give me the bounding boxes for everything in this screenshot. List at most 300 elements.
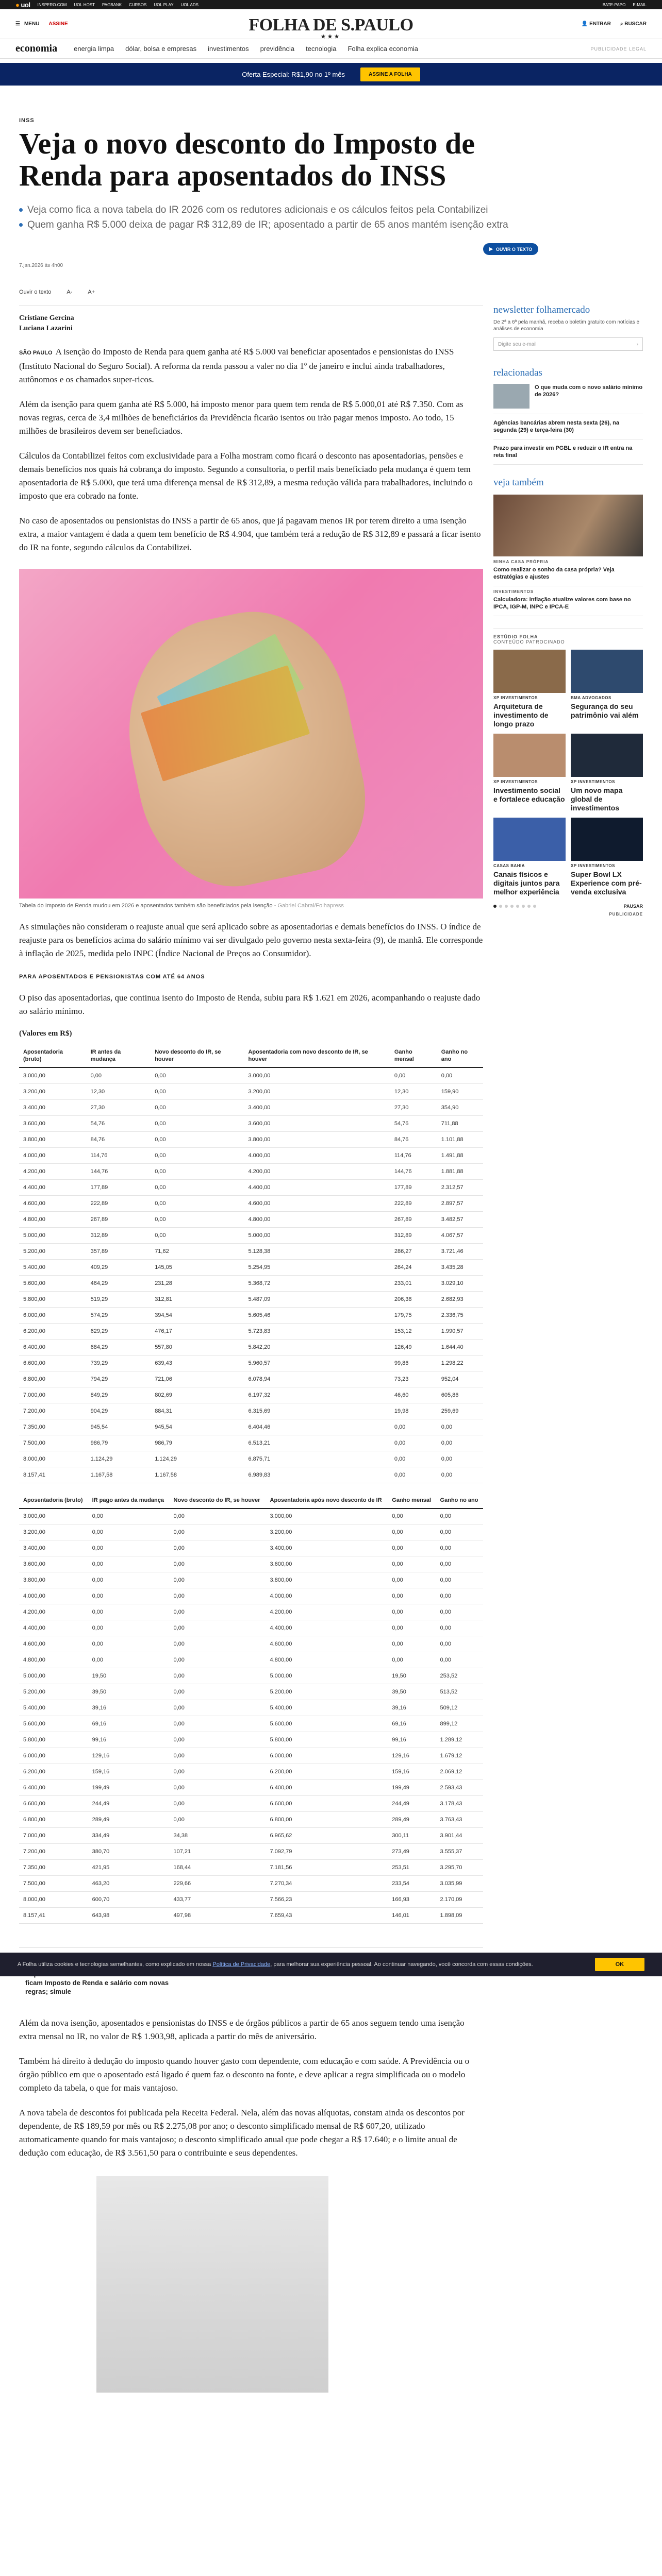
table-cell: 3.482,57 <box>437 1211 483 1227</box>
table-cell: 99,16 <box>88 1732 170 1748</box>
table-cell: 253,52 <box>436 1668 483 1684</box>
masthead-text: FOLHA DE S.PAULO <box>249 15 413 35</box>
table-cell: 5.400,00 <box>266 1700 388 1716</box>
font-decrease-button[interactable]: A- <box>67 289 73 295</box>
card-headline: Um novo mapa global de investimentos <box>571 786 623 812</box>
table-row <box>19 1524 483 1540</box>
ir-table-under-64 <box>19 1045 483 1483</box>
masthead-logo[interactable] <box>0 15 662 40</box>
uol-link[interactable]: UOL ADS <box>180 2 198 7</box>
pause-button[interactable]: PAUSAR <box>623 904 643 909</box>
table-row <box>19 1211 483 1227</box>
table-cell: 8.157,41 <box>19 1908 88 1924</box>
table-cell: 5.600,00 <box>19 1716 88 1732</box>
cookie-banner <box>0 1953 662 1976</box>
card-image <box>571 650 643 693</box>
table-cell: 643,98 <box>88 1908 170 1924</box>
table-cell: 1.881,88 <box>437 1163 483 1179</box>
table-cell: 114,76 <box>87 1147 151 1163</box>
subscribe-link[interactable]: ASSINE <box>48 21 68 27</box>
table-cell: 199,49 <box>388 1780 436 1796</box>
sponsored-card[interactable] <box>493 818 566 896</box>
uol-link[interactable]: INSPERO.COM <box>37 2 67 7</box>
article-kicker[interactable]: INSS <box>19 117 35 124</box>
table-cell: 3.721,46 <box>437 1243 483 1259</box>
table-cell: 0,00 <box>388 1652 436 1668</box>
sponsored-grid <box>493 650 643 896</box>
table-cell: 4.200,00 <box>266 1604 388 1620</box>
table-row <box>19 1572 483 1588</box>
table-cell: 5.000,00 <box>244 1227 390 1243</box>
table-cell: 574,29 <box>87 1307 151 1323</box>
table-cell: 1.101,88 <box>437 1131 483 1147</box>
table-cell: 0,00 <box>88 1556 170 1572</box>
card-headline: Canais físicos e digitais juntos para melhor experiência <box>493 870 560 896</box>
card-image <box>571 818 643 861</box>
table-cell: 3.200,00 <box>19 1083 87 1099</box>
table-cell: 114,76 <box>390 1147 437 1163</box>
table-cell: 0,00 <box>436 1588 483 1604</box>
table-cell: 2.593,43 <box>436 1780 483 1796</box>
table-cell: 557,80 <box>151 1339 244 1355</box>
table-cell: 0,00 <box>436 1556 483 1572</box>
table-cell: 986,79 <box>151 1435 244 1451</box>
author-name[interactable]: Luciana Lazarini <box>19 325 73 332</box>
table-cell: 3.200,00 <box>266 1524 388 1540</box>
cookie-ok-button[interactable]: OK <box>595 1958 645 1971</box>
email-placeholder: Digite seu e-mail <box>498 341 537 347</box>
table-cell: 3.035,99 <box>436 1876 483 1892</box>
font-increase-button[interactable]: A+ <box>88 289 95 295</box>
table-header: Novo desconto do IR, se houver <box>151 1045 244 1067</box>
article-title: Veja o novo desconto do Imposto de Renda para aposentados do INSS <box>19 127 475 192</box>
table-cell: 39,50 <box>88 1684 170 1700</box>
section-name[interactable]: economia <box>15 43 58 54</box>
table-cell: 4.000,00 <box>244 1147 390 1163</box>
table-cell: 3.763,43 <box>436 1812 483 1828</box>
table-row <box>19 1509 483 1524</box>
table-cell: 233,01 <box>390 1275 437 1291</box>
table-cell: 0,00 <box>151 1099 244 1115</box>
table-cell: 4.067,57 <box>437 1227 483 1243</box>
masthead-stars: ★★★ <box>321 34 341 40</box>
table-cell: 39,16 <box>388 1700 436 1716</box>
table-header: Ganho mensal <box>388 1494 436 1509</box>
table-cell: 54,76 <box>87 1115 151 1131</box>
table-row <box>19 1716 483 1732</box>
table-cell: 5.000,00 <box>19 1227 87 1243</box>
table-cell: 7.350,00 <box>19 1860 88 1876</box>
table-cell: 904,29 <box>87 1403 151 1419</box>
paragraph: As simulações não consideram o reajuste anual que será aplicado sobre as aposentadorias e demais benefícios do INSS. O índice de reajuste para os benefícios acima do salário mínimo vai ser divulgado pelo governo nesta sexta-feira (9), de manhã. Ele corresponde à inflação de 2025, medida pelo INPC (Índice Nacional de Preços ao Consumidor). <box>19 922 483 958</box>
search-button[interactable] <box>620 21 647 27</box>
table-cell: 4.600,00 <box>19 1195 87 1211</box>
table-cell: 129,16 <box>388 1748 436 1764</box>
sponsored-card[interactable] <box>571 734 643 812</box>
table-cell: 3.600,00 <box>244 1115 390 1131</box>
card-sponsor: XP INVESTIMENTOS <box>571 863 615 868</box>
section-subtitle: PARA APOSENTADOS E PENSIONISTAS COM ATÉ 64 ANOS <box>19 974 205 980</box>
table-cell: 3.435,28 <box>437 1259 483 1275</box>
table-cell: 0,00 <box>170 1540 266 1556</box>
arrow-right-icon[interactable]: › <box>636 341 638 347</box>
table-cell: 2.312,57 <box>437 1179 483 1195</box>
table-cell: 3.000,00 <box>266 1509 388 1524</box>
uol-link[interactable]: UOL PLAY <box>154 2 174 7</box>
table-cell: 146,01 <box>388 1908 436 1924</box>
carousel-dots[interactable] <box>493 904 643 909</box>
section-link[interactable]: Folha explica economia <box>347 45 419 53</box>
table-cell: 4.800,00 <box>244 1211 390 1227</box>
table-cell: 4.400,00 <box>266 1620 388 1636</box>
table-row <box>19 1179 483 1195</box>
sponsored-card[interactable] <box>571 650 643 728</box>
table-row <box>19 1147 483 1163</box>
menu-label: MENU <box>24 21 40 27</box>
table-cell: 684,29 <box>87 1339 151 1355</box>
table-header: Ganho no ano <box>436 1494 483 1509</box>
table-cell: 6.400,00 <box>19 1339 87 1355</box>
uol-top-bar <box>0 0 662 9</box>
section-link[interactable]: energia limpa <box>74 45 114 53</box>
sponsored-header <box>493 629 643 645</box>
table-cell: 739,29 <box>87 1355 151 1371</box>
table-cell: 312,89 <box>390 1227 437 1243</box>
related-title: relacionadas <box>493 367 542 378</box>
subscribe-button[interactable]: ASSINE A FOLHA <box>360 67 420 81</box>
table-cell: 0,00 <box>388 1620 436 1636</box>
table-cell: 0,00 <box>437 1067 483 1083</box>
table-header: Aposentadoria (bruto) <box>19 1494 88 1509</box>
table-cell: 3.600,00 <box>19 1556 88 1572</box>
table-cell: 2.069,12 <box>436 1764 483 1780</box>
table-cell: 19,50 <box>88 1668 170 1684</box>
table-cell: 0,00 <box>170 1812 266 1828</box>
table-cell: 3.000,00 <box>244 1067 390 1083</box>
see-also-tag: INVESTIMENTOS <box>493 589 534 594</box>
table-row <box>19 1083 483 1099</box>
table-cell: 6.800,00 <box>19 1812 88 1828</box>
table-cell: 0,00 <box>436 1636 483 1652</box>
privacy-policy-link[interactable]: Política de Privacidade <box>212 1961 271 1968</box>
table-row <box>19 1227 483 1243</box>
main-header <box>0 9 662 39</box>
table-cell: 0,00 <box>170 1764 266 1780</box>
table-title: (Valores em R$) <box>19 1029 72 1038</box>
table-header: Aposentadoria com novo desconto de IR, se houver <box>244 1045 390 1067</box>
table-cell: 39,50 <box>388 1684 436 1700</box>
login-button[interactable] <box>582 21 611 27</box>
table-cell: 144,76 <box>390 1163 437 1179</box>
table-row <box>19 1451 483 1467</box>
see-also-image[interactable] <box>493 495 643 556</box>
table-cell: 71,62 <box>151 1243 244 1259</box>
author-list <box>19 313 483 334</box>
audio-button[interactable]: Ouvir o texto <box>19 289 52 295</box>
table-cell: 0,00 <box>88 1652 170 1668</box>
author-name[interactable]: Cristiane Gercina <box>19 314 74 322</box>
table-cell: 4.600,00 <box>19 1636 88 1652</box>
table-cell: 7.270,34 <box>266 1876 388 1892</box>
table-cell: 267,89 <box>87 1211 151 1227</box>
table-cell: 0,00 <box>436 1524 483 1540</box>
table-row <box>19 1291 483 1307</box>
table-cell: 0,00 <box>170 1636 266 1652</box>
table-cell: 3.200,00 <box>19 1524 88 1540</box>
table-cell: 899,12 <box>436 1716 483 1732</box>
table-cell: 19,98 <box>390 1403 437 1419</box>
paragraph: Além da isenção para quem ganha até R$ 5.000, há imposto menor para quem tem renda de R$ 5.000,01 até R$ 7.350. Com as novas regras, cerca de 3,4 milhões de beneficiários da Previdência ficarão isentos ou irão pagar menos imposto. Ao todo, 15 milhões de brasileiros devem ser beneficiados. <box>19 399 464 436</box>
table-cell: 6.000,00 <box>19 1307 87 1323</box>
table-cell: 6.600,00 <box>19 1796 88 1812</box>
paragraph: Também há direito à dedução do imposto quando houver gasto com dependente, com educação e com saúde. A Previdência ou o órgão público em que o aposentado está ligado é quem faz o desconto na fonte, e deve aplicar a regra simplificada ou o modelo completo da tabela, o que for mais vantajoso. <box>19 2056 470 2093</box>
table-cell: 145,05 <box>151 1259 244 1275</box>
paragraph-text: A isenção do Imposto de Renda para quem ganha até R$ 5.000 vai beneficiar aposentados e pensionistas do INSS (Instituto Nacional do Seguro Social). A reforma da renda passou a valer no dia 1º de janeiro e inclui ainda trabalhadores, autônomos e os chamados super-ricos. <box>19 347 454 384</box>
table-cell: 69,16 <box>388 1716 436 1732</box>
table-cell: 7.200,00 <box>19 1844 88 1860</box>
table-cell: 206,38 <box>390 1291 437 1307</box>
table-row <box>19 1620 483 1636</box>
user-icon: 👤 <box>581 21 588 27</box>
table-header: Aposentadoria (bruto) <box>19 1045 87 1067</box>
table-cell: 794,29 <box>87 1371 151 1387</box>
table-cell: 6.197,32 <box>244 1387 390 1403</box>
related-thumb <box>493 384 529 409</box>
read-also-link[interactable]: ficam Imposto de Renda e salário com novas regras; simule <box>19 1970 174 1996</box>
table-cell: 1.289,12 <box>436 1732 483 1748</box>
section-link[interactable]: previdência <box>260 45 295 53</box>
table-cell: 0,00 <box>437 1435 483 1451</box>
table-cell: 0,00 <box>170 1748 266 1764</box>
newsletter-email-input[interactable] <box>493 337 643 351</box>
table-cell: 5.960,57 <box>244 1355 390 1371</box>
table-cell: 1.167,58 <box>151 1467 244 1483</box>
table-cell: 3.555,37 <box>436 1844 483 1860</box>
table-cell: 802,69 <box>151 1387 244 1403</box>
table-cell: 0,00 <box>151 1083 244 1099</box>
table-cell: 3.178,43 <box>436 1796 483 1812</box>
table-cell: 5.254,95 <box>244 1259 390 1275</box>
table-cell: 6.078,94 <box>244 1371 390 1387</box>
table-cell: 0,00 <box>88 1588 170 1604</box>
see-also-headline[interactable]: Calculadora: inflação atualize valores com base no IPCA, IGP-M, INPC e IPCA-E <box>493 594 643 616</box>
article-summary <box>19 204 643 231</box>
table-cell: 3.400,00 <box>19 1540 88 1556</box>
sponsored-card[interactable] <box>493 734 566 812</box>
table-header: IR antes da mudança <box>87 1045 151 1067</box>
table-cell: 4.000,00 <box>19 1588 88 1604</box>
table-cell: 1.898,09 <box>436 1908 483 1924</box>
table-cell: 0,00 <box>151 1163 244 1179</box>
table-cell: 5.800,00 <box>19 1291 87 1307</box>
table-row <box>19 1908 483 1924</box>
table-row <box>19 1467 483 1483</box>
table-cell: 4.800,00 <box>19 1211 87 1227</box>
table-row <box>19 1243 483 1259</box>
table-cell: 0,00 <box>437 1467 483 1483</box>
uol-link[interactable]: PAGBANK <box>102 2 122 7</box>
table-cell: 5.723,83 <box>244 1323 390 1339</box>
table-row <box>19 1732 483 1748</box>
table-cell: 12,30 <box>87 1083 151 1099</box>
see-also-headline[interactable]: Como realizar o sonho da casa própria? Veja estratégias e ajustes <box>493 564 643 586</box>
see-also-tag: MINHA CASA PRÓPRIA <box>493 560 549 564</box>
table-cell: 4.600,00 <box>244 1195 390 1211</box>
article-photo[interactable] <box>19 569 483 899</box>
table-cell: 0,00 <box>151 1211 244 1227</box>
search-label: BUSCAR <box>624 21 647 27</box>
legal-ads-label: PUBLICIDADE LEGAL <box>590 46 647 52</box>
table-cell: 5.200,00 <box>19 1243 87 1259</box>
table-row <box>19 1307 483 1323</box>
uol-link[interactable]: CURSOS <box>129 2 147 7</box>
paragraph: Cálculos da Contabilizei feitos com exclusividade para a Folha mostram como ficará o desconto nas aposentadorias, pensões e demais benefícios nos quais há cobrança do imposto. Segundo a consultoria, o perfil mais beneficiado pela mudança é quem tem aposentadoria de R$ 5.000, que terá uma diferença mensal de R$ 312,89, a mesma redução válida para trabalhadores, incluindo o imposto que era cobrado na fonte. <box>19 451 473 501</box>
table-cell: 6.200,00 <box>19 1323 87 1339</box>
table-cell: 264,24 <box>390 1259 437 1275</box>
table-cell: 1.167,58 <box>87 1467 151 1483</box>
table-cell: 69,16 <box>88 1716 170 1732</box>
table-cell: 6.315,69 <box>244 1403 390 1419</box>
table-cell: 0,00 <box>170 1620 266 1636</box>
table-cell: 7.566,23 <box>266 1892 388 1908</box>
table-cell: 0,00 <box>88 1509 170 1524</box>
email-link[interactable]: E-MAIL <box>633 2 647 7</box>
table-cell: 711,88 <box>437 1115 483 1131</box>
card-sponsor: CASAS BAHIA <box>493 863 525 868</box>
sponsored-card[interactable] <box>571 818 643 896</box>
chat-link[interactable]: BATE-PAPO <box>602 2 626 7</box>
cookie-text-2: , para melhorar sua experiência pessoal. Ao continuar navegando, você concorda com essas condições. <box>270 1961 533 1968</box>
table-cell: 0,00 <box>390 1435 437 1451</box>
table-cell: 5.800,00 <box>19 1732 88 1748</box>
listen-button[interactable] <box>483 243 538 255</box>
table-cell: 945,54 <box>87 1419 151 1435</box>
table-cell: 0,00 <box>170 1588 266 1604</box>
section-link[interactable]: investimentos <box>208 45 249 53</box>
table-cell: 3.600,00 <box>266 1556 388 1572</box>
table-cell: 6.400,00 <box>19 1780 88 1796</box>
table-cell: 3.800,00 <box>19 1572 88 1588</box>
table-cell: 3.400,00 <box>244 1099 390 1115</box>
table-cell: 312,81 <box>151 1291 244 1307</box>
login-label: ENTRAR <box>589 21 611 27</box>
video-player[interactable] <box>96 2176 328 2393</box>
table-cell: 0,00 <box>436 1604 483 1620</box>
table-cell: 0,00 <box>88 1604 170 1620</box>
related-item[interactable]: Agências bancárias abrem nesta sexta (26), na segunda (29) e terça-feira (30) <box>493 414 643 439</box>
table-cell: 721,06 <box>151 1371 244 1387</box>
photo-credit: Gabriel Cabral/Folhapress <box>277 903 344 909</box>
table-cell: 8.000,00 <box>19 1451 87 1467</box>
table-cell: 7.181,56 <box>266 1860 388 1876</box>
table-cell: 334,49 <box>88 1828 170 1844</box>
table-cell: 7.500,00 <box>19 1876 88 1892</box>
table-row <box>19 1387 483 1403</box>
table-header: Ganho mensal <box>390 1045 437 1067</box>
ir-table-65-plus <box>19 1494 483 1924</box>
table-cell: 0,00 <box>170 1556 266 1572</box>
table-cell: 6.800,00 <box>266 1812 388 1828</box>
section-link[interactable]: tecnologia <box>306 45 337 53</box>
table-header: Aposentadoria após novo desconto de IR <box>266 1494 388 1509</box>
table-cell: 2.897,57 <box>437 1195 483 1211</box>
dateline: SÃO PAULO <box>19 350 53 356</box>
table-cell: 476,17 <box>151 1323 244 1339</box>
newsletter-desc: De 2ª a 6ª pela manhã, receba o boletim gratuito com notícias e análises de economia <box>493 319 640 332</box>
table-cell: 5.600,00 <box>19 1275 87 1291</box>
paragraph: O piso das aposentadorias, que continua isento do Imposto de Renda, subiu para R$ 1.621 em 2026, acompanhando o reajuste dado ao salário mínimo. <box>19 993 481 1016</box>
table-cell: 0,00 <box>88 1620 170 1636</box>
table-cell: 289,49 <box>88 1812 170 1828</box>
uol-logo[interactable]: ● uol <box>15 1 30 9</box>
table-cell: 1.679,12 <box>436 1748 483 1764</box>
table-cell: 4.200,00 <box>19 1604 88 1620</box>
table-cell: 5.128,38 <box>244 1243 390 1259</box>
table-cell: 4.200,00 <box>244 1163 390 1179</box>
table-cell: 54,76 <box>390 1115 437 1131</box>
card-headline: Super Bowl LX Experience com pré-venda exclusiva <box>571 870 642 896</box>
card-headline: Arquitetura de investimento de longo prazo <box>493 702 549 728</box>
table-row <box>19 1588 483 1604</box>
table-cell: 1.491,88 <box>437 1147 483 1163</box>
table-cell: 12,30 <box>390 1083 437 1099</box>
article-tools <box>19 289 483 295</box>
table-cell: 168,44 <box>170 1860 266 1876</box>
table-cell: 4.800,00 <box>19 1652 88 1668</box>
table-cell: 8.157,41 <box>19 1467 87 1483</box>
table-row <box>19 1604 483 1620</box>
ad-label: PUBLICIDADE <box>609 912 643 917</box>
hamburger-icon: ☰ <box>15 21 20 27</box>
table-row <box>19 1764 483 1780</box>
table-cell: 0,00 <box>88 1636 170 1652</box>
table-cell: 3.400,00 <box>19 1099 87 1115</box>
table-cell: 0,00 <box>88 1524 170 1540</box>
table-cell: 0,00 <box>170 1652 266 1668</box>
table-cell: 0,00 <box>170 1668 266 1684</box>
table-cell: 0,00 <box>170 1796 266 1812</box>
table-cell: 380,70 <box>88 1844 170 1860</box>
uol-link[interactable]: UOL HOST <box>74 2 95 7</box>
table-cell: 2.170,09 <box>436 1892 483 1908</box>
table-cell: 73,23 <box>390 1371 437 1387</box>
table-cell: 6.600,00 <box>266 1796 388 1812</box>
table-cell: 0,00 <box>436 1652 483 1668</box>
table-cell: 0,00 <box>88 1572 170 1588</box>
table-cell: 5.000,00 <box>266 1668 388 1684</box>
table-cell: 0,00 <box>390 1067 437 1083</box>
section-link[interactable]: dólar, bolsa e empresas <box>125 45 197 53</box>
table-cell: 3.400,00 <box>266 1540 388 1556</box>
card-image <box>571 734 643 777</box>
table-cell: 600,70 <box>88 1892 170 1908</box>
sponsored-card[interactable] <box>493 650 566 728</box>
table-cell: 166,93 <box>388 1892 436 1908</box>
card-image <box>493 818 566 861</box>
table-cell: 2.336,75 <box>437 1307 483 1323</box>
related-item[interactable] <box>493 384 643 414</box>
table-cell: 0,00 <box>170 1684 266 1700</box>
table-cell: 0,00 <box>388 1604 436 1620</box>
table-cell: 3.200,00 <box>244 1083 390 1099</box>
table-cell: 5.400,00 <box>19 1259 87 1275</box>
table-cell: 0,00 <box>390 1451 437 1467</box>
related-item[interactable]: Prazo para investir em PGBL e reduzir o IR entra na reta final <box>493 439 643 465</box>
table-cell: 4.600,00 <box>266 1636 388 1652</box>
table-cell: 289,49 <box>388 1812 436 1828</box>
table-cell: 5.600,00 <box>266 1716 388 1732</box>
table-cell: 945,54 <box>151 1419 244 1435</box>
